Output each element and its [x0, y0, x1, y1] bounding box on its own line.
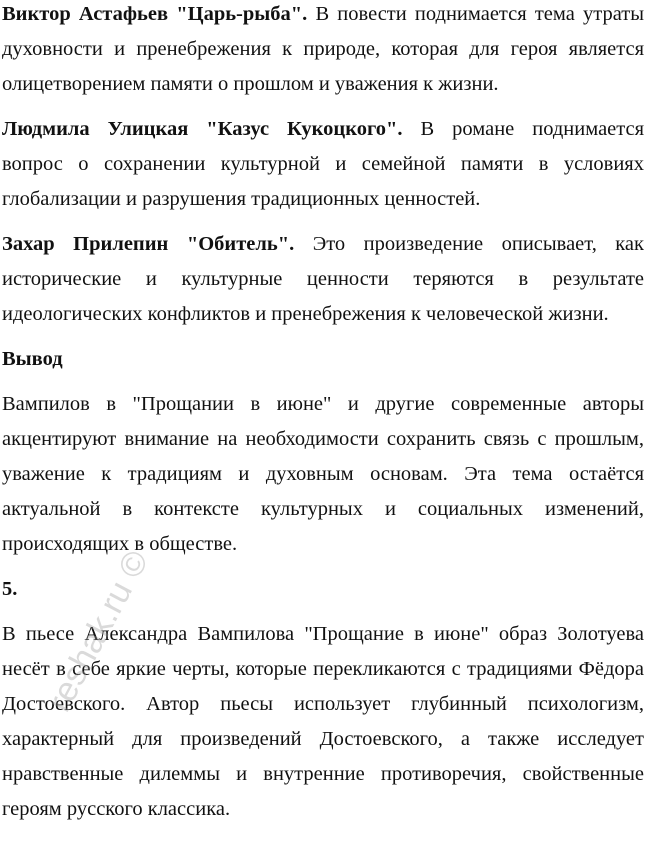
paragraph-ulitskaya: Людмила Улицкая "Казус Кукоцкого". В романе поднимается вопрос о сохранении культурной и семейной памяти в условиях глобализации и разрушения традиционных ценностей. [2, 118, 644, 210]
document-body [2, 0, 644, 837]
heading-conclusion: Вывод [2, 348, 63, 370]
paragraph-astafiev: Виктор Астафьев "Царь-рыба". В повести поднимается тема утраты духовности и пренебрежения к природе, которая для героя является олицетворением памяти о прошлом и уважения к жизни. [2, 3, 644, 95]
heading-number-5: 5. [2, 578, 18, 600]
watermark: reshak.ru © [40, 544, 157, 718]
work-title: Людмила Улицкая "Казус Кукоцкого". [2, 118, 403, 140]
paragraph-conclusion: Вампилов в "Прощании в июне" и другие современные авторы акцентируют внимание на необходимости сохранить связь с прошлым, уважение к традициям и духовным основам. Эта тема остаётся актуальной в контексте культурных и социальных изменений, происходящих в обществе. [2, 393, 644, 555]
paragraph-zolotuev: В пьесе Александра Вампилова "Прощание в июне" образ Золотуева несёт в себе яркие черты, которые перекликаются с традициями Фёдора Достоевского. Автор пьесы использует глубинный психологизм, характерный для произведений Достоевского, а также исследует нравственные дилеммы и внутренние противоречия, свойственные героям русского классика. [2, 623, 644, 820]
work-title: Виктор Астафьев "Царь-рыба". [2, 3, 308, 25]
paragraph-prilepin: Захар Прилепин "Обитель". Это произведение описывает, как исторические и культурные ценности теряются в результате идеологических конфликтов и пренебрежения к человеческой жизни. [2, 233, 644, 325]
work-title: Захар Прилепин "Обитель". [2, 233, 295, 255]
